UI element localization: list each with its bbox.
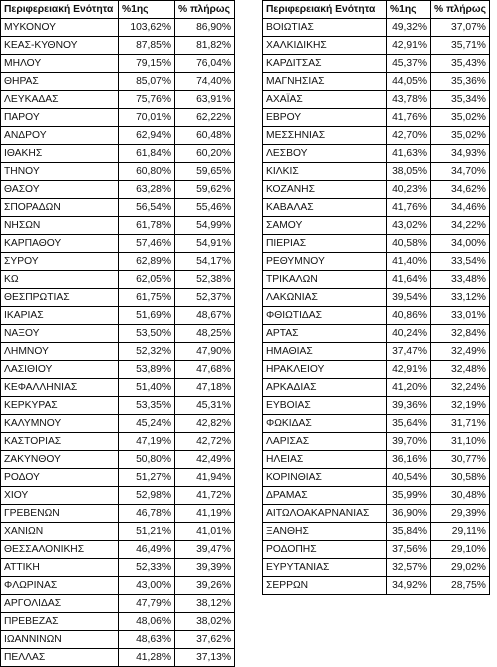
cell-region[interactable]: ΚΑΡΠΑΘΟΥ bbox=[1, 235, 119, 253]
table-row bbox=[1, 217, 235, 235]
cell-first-dose[interactable]: 52,33% bbox=[119, 559, 175, 577]
cell-region[interactable]: ΠΙΕΡΙΑΣ bbox=[263, 235, 387, 253]
cell-region[interactable]: ΗΡΑΚΛΕΙΟΥ bbox=[263, 361, 387, 379]
cell-region[interactable]: ΦΩΚΙΔΑΣ bbox=[263, 415, 387, 433]
table-row bbox=[1, 253, 235, 271]
table-row bbox=[263, 145, 490, 163]
table-row bbox=[1, 325, 235, 343]
cell-fully[interactable]: 55,46% bbox=[175, 199, 235, 217]
cell-first-dose[interactable]: 75,76% bbox=[119, 91, 175, 109]
cell-region[interactable]: ΛΑΣΙΘΙΟΥ bbox=[1, 361, 119, 379]
cell-region[interactable]: ΕΥΒΟΙΑΣ bbox=[263, 397, 387, 415]
table-row bbox=[1, 235, 235, 253]
cell-region[interactable]: ΒΟΙΩΤΙΑΣ bbox=[263, 19, 387, 37]
table-row bbox=[1, 343, 235, 361]
cell-region[interactable]: ΘΕΣΠΡΩΤΙΑΣ bbox=[1, 289, 119, 307]
cell-first-dose[interactable]: 61,84% bbox=[119, 145, 175, 163]
cell-first-dose[interactable]: 41,20% bbox=[387, 379, 431, 397]
cell-fully[interactable]: 54,17% bbox=[175, 253, 235, 271]
cell-first-dose[interactable]: 62,94% bbox=[119, 127, 175, 145]
cell-first-dose[interactable]: 61,78% bbox=[119, 217, 175, 235]
cell-first-dose[interactable]: 56,54% bbox=[119, 199, 175, 217]
cell-region[interactable]: ΚΟΖΑΝΗΣ bbox=[263, 181, 387, 199]
header-fully[interactable]: % πλήρως bbox=[431, 1, 490, 19]
cell-fully[interactable]: 45,31% bbox=[175, 397, 235, 415]
table-row bbox=[1, 127, 235, 145]
table-row bbox=[263, 253, 490, 271]
cell-region[interactable]: ΧΑΛΚΙΔΙΚΗΣ bbox=[263, 37, 387, 55]
table-row bbox=[1, 55, 235, 73]
cell-first-dose[interactable]: 43,00% bbox=[119, 577, 175, 595]
cell-first-dose[interactable]: 42,91% bbox=[387, 37, 431, 55]
cell-first-dose[interactable]: 45,24% bbox=[119, 415, 175, 433]
cell-region[interactable]: ΚΑΛΥΜΝΟΥ bbox=[1, 415, 119, 433]
cell-first-dose[interactable]: 41,63% bbox=[387, 145, 431, 163]
cell-first-dose[interactable]: 40,58% bbox=[387, 235, 431, 253]
cell-first-dose[interactable]: 62,89% bbox=[119, 253, 175, 271]
cell-region[interactable]: ΝΗΣΩΝ bbox=[1, 217, 119, 235]
cell-region[interactable]: ΚΕΑΣ-ΚΥΘΝΟΥ bbox=[1, 37, 119, 55]
cell-fully[interactable]: 39,47% bbox=[175, 541, 235, 559]
table-row bbox=[263, 307, 490, 325]
cell-fully[interactable]: 35,34% bbox=[431, 91, 490, 109]
cell-first-dose[interactable]: 103,62% bbox=[119, 19, 175, 37]
cell-fully[interactable]: 52,37% bbox=[175, 289, 235, 307]
cell-fully[interactable]: 28,75% bbox=[431, 577, 490, 595]
cell-first-dose[interactable]: 41,40% bbox=[387, 253, 431, 271]
table-row bbox=[263, 505, 490, 523]
cell-fully[interactable]: 30,77% bbox=[431, 451, 490, 469]
cell-first-dose[interactable]: 41,64% bbox=[387, 271, 431, 289]
table-row bbox=[1, 541, 235, 559]
cell-fully[interactable]: 63,91% bbox=[175, 91, 235, 109]
table-row bbox=[263, 217, 490, 235]
table-row bbox=[1, 415, 235, 433]
cell-region[interactable]: ΚΑΒΑΛΑΣ bbox=[263, 199, 387, 217]
cell-first-dose[interactable]: 46,78% bbox=[119, 505, 175, 523]
table-row bbox=[263, 55, 490, 73]
cell-first-dose[interactable]: 35,84% bbox=[387, 523, 431, 541]
cell-region[interactable]: ΚΑΣΤΟΡΙΑΣ bbox=[1, 433, 119, 451]
cell-fully[interactable]: 32,48% bbox=[431, 361, 490, 379]
table-row bbox=[1, 469, 235, 487]
cell-region[interactable]: ΚΙΛΚΙΣ bbox=[263, 163, 387, 181]
cell-first-dose[interactable]: 87,85% bbox=[119, 37, 175, 55]
cell-first-dose[interactable]: 37,56% bbox=[387, 541, 431, 559]
table-row bbox=[1, 163, 235, 181]
cell-first-dose[interactable]: 79,15% bbox=[119, 55, 175, 73]
cell-fully[interactable]: 48,67% bbox=[175, 307, 235, 325]
cell-fully[interactable]: 35,43% bbox=[431, 55, 490, 73]
table-row bbox=[1, 505, 235, 523]
cell-fully[interactable]: 54,99% bbox=[175, 217, 235, 235]
table-row bbox=[1, 37, 235, 55]
right-table-container bbox=[262, 0, 495, 592]
cell-fully[interactable]: 42,72% bbox=[175, 433, 235, 451]
cell-first-dose[interactable]: 43,02% bbox=[387, 217, 431, 235]
cell-region[interactable]: ΕΥΡΥΤΑΝΙΑΣ bbox=[263, 559, 387, 577]
cell-fully[interactable]: 38,12% bbox=[175, 595, 235, 613]
cell-region[interactable]: ΣΠΟΡΑΔΩΝ bbox=[1, 199, 119, 217]
cell-fully[interactable]: 39,26% bbox=[175, 577, 235, 595]
cell-first-dose[interactable]: 40,86% bbox=[387, 307, 431, 325]
table-row bbox=[1, 109, 235, 127]
cell-fully[interactable]: 32,24% bbox=[431, 379, 490, 397]
cell-first-dose[interactable]: 47,19% bbox=[119, 433, 175, 451]
cell-region[interactable]: ΣΑΜΟΥ bbox=[263, 217, 387, 235]
cell-first-dose[interactable]: 43,78% bbox=[387, 91, 431, 109]
cell-region[interactable]: ΡΟΔΟΠΗΣ bbox=[263, 541, 387, 559]
cell-fully[interactable]: 41,01% bbox=[175, 523, 235, 541]
cell-region[interactable]: ΝΑΞΟΥ bbox=[1, 325, 119, 343]
cell-region[interactable]: ΖΑΚΥΝΘΟΥ bbox=[1, 451, 119, 469]
cell-first-dose[interactable]: 48,06% bbox=[119, 613, 175, 631]
cell-region[interactable]: ΗΜΑΘΙΑΣ bbox=[263, 343, 387, 361]
cell-first-dose[interactable]: 47,79% bbox=[119, 595, 175, 613]
cell-fully[interactable]: 47,68% bbox=[175, 361, 235, 379]
cell-first-dose[interactable]: 63,28% bbox=[119, 181, 175, 199]
cell-region[interactable]: ΞΑΝΘΗΣ bbox=[263, 523, 387, 541]
cell-fully[interactable]: 39,39% bbox=[175, 559, 235, 577]
cell-fully[interactable]: 37,62% bbox=[175, 631, 235, 649]
header-row bbox=[1, 1, 235, 19]
vaccination-table-left bbox=[0, 0, 235, 667]
cell-region[interactable]: ΦΛΩΡΙΝΑΣ bbox=[1, 577, 119, 595]
cell-first-dose[interactable]: 42,70% bbox=[387, 127, 431, 145]
cell-first-dose[interactable]: 52,32% bbox=[119, 343, 175, 361]
cell-region[interactable]: ΤΡΙΚΑΛΩΝ bbox=[263, 271, 387, 289]
cell-fully[interactable]: 34,46% bbox=[431, 199, 490, 217]
cell-first-dose[interactable]: 51,69% bbox=[119, 307, 175, 325]
cell-region[interactable]: ΛΑΡΙΣΑΣ bbox=[263, 433, 387, 451]
table-row bbox=[1, 19, 235, 37]
cell-region[interactable]: ΑΝΔΡΟΥ bbox=[1, 127, 119, 145]
cell-first-dose[interactable]: 50,80% bbox=[119, 451, 175, 469]
cell-region[interactable]: ΣΥΡΟΥ bbox=[1, 253, 119, 271]
header-region[interactable]: Περιφερειακή Ενότητα bbox=[263, 1, 387, 19]
cell-fully[interactable]: 29,11% bbox=[431, 523, 490, 541]
header-first-dose[interactable]: %1ης bbox=[387, 1, 431, 19]
table-row bbox=[1, 523, 235, 541]
cell-first-dose[interactable]: 39,54% bbox=[387, 289, 431, 307]
cell-region[interactable]: ΜΥΚΟΝΟΥ bbox=[1, 19, 119, 37]
table-row bbox=[263, 127, 490, 145]
table-row bbox=[1, 397, 235, 415]
cell-first-dose[interactable]: 53,50% bbox=[119, 325, 175, 343]
cell-fully[interactable]: 86,90% bbox=[175, 19, 235, 37]
table-row bbox=[263, 379, 490, 397]
cell-fully[interactable]: 29,39% bbox=[431, 505, 490, 523]
cell-first-dose[interactable]: 44,05% bbox=[387, 73, 431, 91]
cell-fully[interactable]: 32,19% bbox=[431, 397, 490, 415]
cell-first-dose[interactable]: 40,23% bbox=[387, 181, 431, 199]
cell-region[interactable]: ΚΑΡΔΙΤΣΑΣ bbox=[263, 55, 387, 73]
cell-region[interactable]: ΑΧΑΪΑΣ bbox=[263, 91, 387, 109]
cell-fully[interactable]: 33,01% bbox=[431, 307, 490, 325]
cell-region[interactable]: ΤΗΝΟΥ bbox=[1, 163, 119, 181]
cell-fully[interactable]: 59,62% bbox=[175, 181, 235, 199]
cell-first-dose[interactable]: 41,28% bbox=[119, 649, 175, 667]
cell-first-dose[interactable]: 48,63% bbox=[119, 631, 175, 649]
table-row bbox=[263, 91, 490, 109]
cell-fully[interactable]: 38,02% bbox=[175, 613, 235, 631]
table-row bbox=[1, 559, 235, 577]
cell-fully[interactable]: 29,02% bbox=[431, 559, 490, 577]
cell-fully[interactable]: 35,36% bbox=[431, 73, 490, 91]
cell-first-dose[interactable]: 51,27% bbox=[119, 469, 175, 487]
table-row bbox=[1, 631, 235, 649]
cell-region[interactable]: ΡΟΔΟΥ bbox=[1, 469, 119, 487]
cell-first-dose[interactable]: 53,35% bbox=[119, 397, 175, 415]
table-row bbox=[1, 73, 235, 91]
cell-fully[interactable]: 76,04% bbox=[175, 55, 235, 73]
cell-first-dose[interactable]: 51,40% bbox=[119, 379, 175, 397]
cell-fully[interactable]: 35,71% bbox=[431, 37, 490, 55]
cell-first-dose[interactable]: 36,90% bbox=[387, 505, 431, 523]
cell-fully[interactable]: 35,02% bbox=[431, 127, 490, 145]
cell-fully[interactable]: 41,19% bbox=[175, 505, 235, 523]
table-row bbox=[263, 19, 490, 37]
cell-first-dose[interactable]: 39,36% bbox=[387, 397, 431, 415]
cell-region[interactable]: ΜΕΣΣΗΝΙΑΣ bbox=[263, 127, 387, 145]
table-row bbox=[263, 235, 490, 253]
cell-fully[interactable]: 30,48% bbox=[431, 487, 490, 505]
cell-first-dose[interactable]: 40,54% bbox=[387, 469, 431, 487]
cell-fully[interactable]: 41,94% bbox=[175, 469, 235, 487]
cell-fully[interactable]: 32,49% bbox=[431, 343, 490, 361]
cell-fully[interactable]: 74,40% bbox=[175, 73, 235, 91]
cell-region[interactable]: ΧΑΝΙΩΝ bbox=[1, 523, 119, 541]
cell-first-dose[interactable]: 46,49% bbox=[119, 541, 175, 559]
header-fully[interactable]: % πλήρως bbox=[175, 1, 235, 19]
cell-region[interactable]: ΠΑΡΟΥ bbox=[1, 109, 119, 127]
cell-region[interactable]: ΑΙΤΩΛΟΑΚΑΡΝΑΝΙΑΣ bbox=[263, 505, 387, 523]
cell-region[interactable]: ΑΤΤΙΚΗ bbox=[1, 559, 119, 577]
cell-first-dose[interactable]: 38,05% bbox=[387, 163, 431, 181]
cell-fully[interactable]: 42,82% bbox=[175, 415, 235, 433]
cell-first-dose[interactable]: 85,07% bbox=[119, 73, 175, 91]
table-row bbox=[1, 379, 235, 397]
header-region[interactable]: Περιφερειακή Ενότητα bbox=[1, 1, 119, 19]
cell-region[interactable]: ΙΚΑΡΙΑΣ bbox=[1, 307, 119, 325]
cell-fully[interactable]: 62,22% bbox=[175, 109, 235, 127]
cell-fully[interactable]: 60,48% bbox=[175, 127, 235, 145]
cell-region[interactable]: ΙΘΑΚΗΣ bbox=[1, 145, 119, 163]
cell-region[interactable]: ΣΕΡΡΩΝ bbox=[263, 577, 387, 595]
cell-fully[interactable]: 59,65% bbox=[175, 163, 235, 181]
cell-region[interactable]: ΠΕΛΛΑΣ bbox=[1, 649, 119, 667]
table-row bbox=[263, 73, 490, 91]
cell-fully[interactable]: 32,84% bbox=[431, 325, 490, 343]
cell-region[interactable]: ΘΕΣΣΑΛΟΝΙΚΗΣ bbox=[1, 541, 119, 559]
cell-first-dose[interactable]: 35,64% bbox=[387, 415, 431, 433]
table-row bbox=[1, 613, 235, 631]
cell-first-dose[interactable]: 35,99% bbox=[387, 487, 431, 505]
table-row bbox=[263, 181, 490, 199]
cell-region[interactable]: ΚΟΡΙΝΘΙΑΣ bbox=[263, 469, 387, 487]
cell-region[interactable]: ΑΡΚΑΔΙΑΣ bbox=[263, 379, 387, 397]
table-row bbox=[1, 433, 235, 451]
table-row bbox=[1, 199, 235, 217]
table-row bbox=[263, 559, 490, 577]
table-row bbox=[1, 271, 235, 289]
cell-fully[interactable]: 37,13% bbox=[175, 649, 235, 667]
table-row bbox=[263, 523, 490, 541]
cell-region[interactable]: ΕΒΡΟΥ bbox=[263, 109, 387, 127]
table-row bbox=[263, 361, 490, 379]
table-row bbox=[263, 397, 490, 415]
table-row bbox=[263, 37, 490, 55]
cell-first-dose[interactable]: 40,24% bbox=[387, 325, 431, 343]
cell-fully[interactable]: 48,25% bbox=[175, 325, 235, 343]
cell-fully[interactable]: 33,54% bbox=[431, 253, 490, 271]
cell-first-dose[interactable]: 39,70% bbox=[387, 433, 431, 451]
cell-first-dose[interactable]: 61,75% bbox=[119, 289, 175, 307]
cell-fully[interactable]: 31,71% bbox=[431, 415, 490, 433]
cell-region[interactable]: ΠΡΕΒΕΖΑΣ bbox=[1, 613, 119, 631]
table-row bbox=[263, 433, 490, 451]
cell-region[interactable]: ΜΗΛΟΥ bbox=[1, 55, 119, 73]
cell-region[interactable]: ΑΡΓΟΛΙΔΑΣ bbox=[1, 595, 119, 613]
cell-first-dose[interactable]: 60,80% bbox=[119, 163, 175, 181]
table-row bbox=[263, 469, 490, 487]
cell-fully[interactable]: 60,20% bbox=[175, 145, 235, 163]
cell-first-dose[interactable]: 41,76% bbox=[387, 199, 431, 217]
cell-region[interactable]: ΦΘΙΩΤΙΔΑΣ bbox=[263, 307, 387, 325]
table-row bbox=[263, 109, 490, 127]
cell-fully[interactable]: 34,70% bbox=[431, 163, 490, 181]
cell-fully[interactable]: 33,12% bbox=[431, 289, 490, 307]
cell-region[interactable]: ΛΑΚΩΝΙΑΣ bbox=[263, 289, 387, 307]
cell-first-dose[interactable]: 70,01% bbox=[119, 109, 175, 127]
cell-fully[interactable]: 35,02% bbox=[431, 109, 490, 127]
table-row bbox=[1, 487, 235, 505]
cell-first-dose[interactable]: 32,57% bbox=[387, 559, 431, 577]
cell-region[interactable]: ΚΕΦΑΛΛΗΝΙΑΣ bbox=[1, 379, 119, 397]
table-row bbox=[263, 451, 490, 469]
cell-region[interactable]: ΔΡΑΜΑΣ bbox=[263, 487, 387, 505]
cell-region[interactable]: ΓΡΕΒΕΝΩΝ bbox=[1, 505, 119, 523]
cell-fully[interactable]: 54,91% bbox=[175, 235, 235, 253]
cell-region[interactable]: ΘΑΣΟΥ bbox=[1, 181, 119, 199]
vaccination-table-right bbox=[262, 0, 490, 595]
cell-region[interactable]: ΙΩΑΝΝΙΝΩΝ bbox=[1, 631, 119, 649]
table-row bbox=[263, 163, 490, 181]
column-gap bbox=[250, 0, 262, 592]
table-row bbox=[1, 91, 235, 109]
cell-fully[interactable]: 37,07% bbox=[431, 19, 490, 37]
cell-first-dose[interactable]: 42,91% bbox=[387, 361, 431, 379]
cell-region[interactable]: ΚΕΡΚΥΡΑΣ bbox=[1, 397, 119, 415]
table-row bbox=[1, 145, 235, 163]
cell-region[interactable]: ΧΙΟΥ bbox=[1, 487, 119, 505]
table-row bbox=[1, 451, 235, 469]
cell-fully[interactable]: 34,00% bbox=[431, 235, 490, 253]
cell-first-dose[interactable]: 51,21% bbox=[119, 523, 175, 541]
cell-region[interactable]: ΛΗΜΝΟΥ bbox=[1, 343, 119, 361]
cell-region[interactable]: ΛΕΣΒΟΥ bbox=[263, 145, 387, 163]
header-first-dose[interactable]: %1ης bbox=[119, 1, 175, 19]
table-row bbox=[1, 181, 235, 199]
cell-fully[interactable]: 42,49% bbox=[175, 451, 235, 469]
table-row bbox=[1, 289, 235, 307]
table-row bbox=[263, 415, 490, 433]
cell-fully[interactable]: 31,10% bbox=[431, 433, 490, 451]
table-row bbox=[263, 289, 490, 307]
cell-region[interactable]: ΜΑΓΝΗΣΙΑΣ bbox=[263, 73, 387, 91]
cell-first-dose[interactable]: 41,76% bbox=[387, 109, 431, 127]
cell-first-dose[interactable]: 53,89% bbox=[119, 361, 175, 379]
cell-region[interactable]: ΗΛΕΙΑΣ bbox=[263, 451, 387, 469]
cell-fully[interactable]: 52,38% bbox=[175, 271, 235, 289]
table-row bbox=[1, 361, 235, 379]
cell-fully[interactable]: 34,22% bbox=[431, 217, 490, 235]
cell-first-dose[interactable]: 57,46% bbox=[119, 235, 175, 253]
cell-fully[interactable]: 81,82% bbox=[175, 37, 235, 55]
cell-fully[interactable]: 47,18% bbox=[175, 379, 235, 397]
header-row bbox=[263, 1, 490, 19]
cell-region[interactable]: ΛΕΥΚΑΔΑΣ bbox=[1, 91, 119, 109]
table-row bbox=[263, 487, 490, 505]
table-row bbox=[263, 271, 490, 289]
table-row bbox=[263, 343, 490, 361]
cell-first-dose[interactable]: 45,37% bbox=[387, 55, 431, 73]
cell-fully[interactable]: 41,72% bbox=[175, 487, 235, 505]
cell-fully[interactable]: 47,90% bbox=[175, 343, 235, 361]
cell-region[interactable]: ΑΡΤΑΣ bbox=[263, 325, 387, 343]
table-row bbox=[263, 325, 490, 343]
cell-region[interactable]: ΡΕΘΥΜΝΟΥ bbox=[263, 253, 387, 271]
table-row bbox=[1, 649, 235, 667]
cell-fully[interactable]: 34,93% bbox=[431, 145, 490, 163]
cell-first-dose[interactable]: 62,05% bbox=[119, 271, 175, 289]
cell-first-dose[interactable]: 37,47% bbox=[387, 343, 431, 361]
cell-fully[interactable]: 34,62% bbox=[431, 181, 490, 199]
cell-first-dose[interactable]: 34,92% bbox=[387, 577, 431, 595]
table-row bbox=[1, 595, 235, 613]
cell-fully[interactable]: 30,58% bbox=[431, 469, 490, 487]
cell-fully[interactable]: 29,10% bbox=[431, 541, 490, 559]
cell-fully[interactable]: 33,48% bbox=[431, 271, 490, 289]
table-row bbox=[1, 307, 235, 325]
cell-first-dose[interactable]: 36,16% bbox=[387, 451, 431, 469]
cell-first-dose[interactable]: 49,32% bbox=[387, 19, 431, 37]
table-row bbox=[263, 541, 490, 559]
cell-region[interactable]: ΘΗΡΑΣ bbox=[1, 73, 119, 91]
cell-first-dose[interactable]: 52,98% bbox=[119, 487, 175, 505]
cell-region[interactable]: ΚΩ bbox=[1, 271, 119, 289]
table-row bbox=[263, 199, 490, 217]
